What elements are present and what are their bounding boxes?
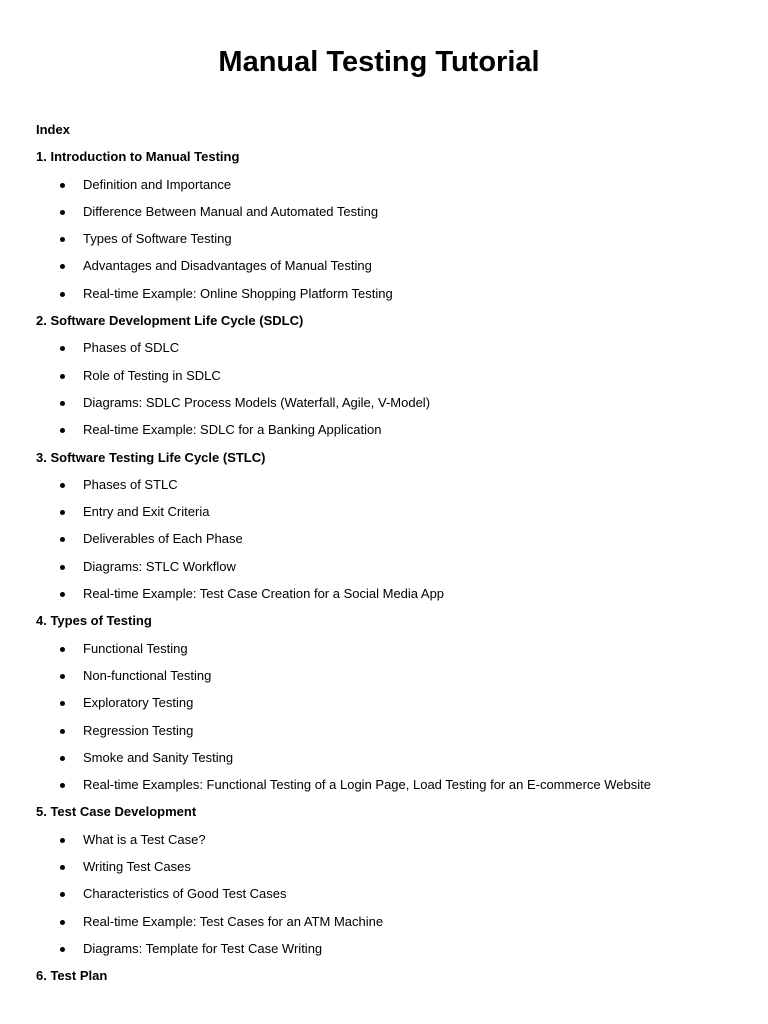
bullet-icon bbox=[60, 592, 65, 597]
bullet-text: Advantages and Disadvantages of Manual Testing bbox=[83, 258, 372, 274]
bullet-item bbox=[36, 884, 736, 911]
bullet-text: Diagrams: Template for Test Case Writing bbox=[83, 940, 323, 956]
bullet-item bbox=[36, 939, 736, 966]
bullet-text: Real-time Example: Test Case Creation for a Social Media App bbox=[83, 586, 445, 602]
bullet-item bbox=[36, 475, 736, 502]
bullet-text: Characteristics of Good Test Cases bbox=[83, 886, 287, 902]
section-heading: 3. Software Testing Life Cycle (STLC) bbox=[36, 449, 266, 465]
bullet-text: Non-functional Testing bbox=[83, 667, 212, 683]
toc-section bbox=[36, 311, 736, 447]
bullet-item bbox=[36, 557, 736, 584]
bullet-text: Diagrams: STLC Workflow bbox=[83, 558, 236, 574]
bullet-icon bbox=[60, 537, 65, 542]
bullet-text: Entry and Exit Criteria bbox=[83, 504, 210, 520]
toc-section bbox=[36, 611, 736, 802]
bullet-item bbox=[36, 857, 736, 884]
bullet-icon bbox=[60, 838, 65, 843]
bullet-text: Deliverables of Each Phase bbox=[83, 531, 243, 547]
bullet-item bbox=[36, 775, 736, 802]
bullet-icon bbox=[60, 865, 65, 870]
bullet-icon bbox=[60, 428, 65, 433]
bullet-text: Functional Testing bbox=[83, 640, 188, 656]
bullet-item bbox=[36, 202, 736, 229]
bullet-icon bbox=[60, 701, 65, 706]
bullet-item bbox=[36, 912, 736, 939]
bullet-item bbox=[36, 529, 736, 556]
toc-section bbox=[36, 448, 736, 612]
bullet-icon bbox=[60, 346, 65, 351]
bullet-icon bbox=[60, 920, 65, 925]
bullet-text: Real-time Example: Online Shopping Platform Testing bbox=[83, 285, 393, 301]
bullet-item bbox=[36, 420, 736, 447]
bullet-text: Phases of STLC bbox=[83, 476, 178, 492]
bullet-item bbox=[36, 502, 736, 529]
bullet-item bbox=[36, 721, 736, 748]
bullet-item bbox=[36, 284, 736, 311]
bullet-icon bbox=[60, 292, 65, 297]
section-heading: 1. Introduction to Manual Testing bbox=[36, 149, 240, 165]
bullet-icon bbox=[60, 647, 65, 652]
bullet-icon bbox=[60, 237, 65, 242]
bullet-item bbox=[36, 830, 736, 857]
bullet-list bbox=[36, 175, 736, 311]
bullet-text: Real-time Example: Test Cases for an ATM Machine bbox=[83, 913, 384, 929]
bullet-text: Difference Between Manual and Automated Testing bbox=[83, 203, 379, 219]
bullet-item bbox=[36, 693, 736, 720]
bullet-icon bbox=[60, 401, 65, 406]
bullet-icon bbox=[60, 183, 65, 188]
bullet-icon bbox=[60, 729, 65, 734]
bullet-item bbox=[36, 366, 736, 393]
bullet-text: Role of Testing in SDLC bbox=[83, 367, 221, 383]
bullet-text: Definition and Importance bbox=[83, 176, 232, 192]
bullet-icon bbox=[60, 783, 65, 788]
bullet-item bbox=[36, 639, 736, 666]
bullet-icon bbox=[60, 565, 65, 570]
bullet-text: Regression Testing bbox=[83, 722, 194, 738]
section-heading: 4. Types of Testing bbox=[36, 613, 152, 629]
bullet-list bbox=[36, 475, 736, 611]
bullet-text: Writing Test Cases bbox=[83, 859, 191, 875]
bullet-list bbox=[36, 639, 736, 803]
section-heading: 5. Test Case Development bbox=[36, 804, 197, 820]
bullet-icon bbox=[60, 510, 65, 515]
bullet-text: Exploratory Testing bbox=[83, 695, 194, 711]
toc-sections bbox=[36, 147, 736, 993]
bullet-item bbox=[36, 175, 736, 202]
bullet-item bbox=[36, 229, 736, 256]
bullet-icon bbox=[60, 756, 65, 761]
toc-section bbox=[36, 966, 736, 993]
bullet-icon bbox=[60, 674, 65, 679]
bullet-icon bbox=[60, 374, 65, 379]
toc-section bbox=[36, 802, 736, 966]
bullet-item bbox=[36, 666, 736, 693]
bullet-icon bbox=[60, 483, 65, 488]
bullet-item bbox=[36, 748, 736, 775]
document-title: Manual Testing Tutorial bbox=[218, 46, 540, 78]
section-heading: 2. Software Development Life Cycle (SDLC) bbox=[36, 313, 304, 329]
bullet-icon bbox=[60, 947, 65, 952]
bullet-text: Types of Software Testing bbox=[83, 231, 232, 247]
bullet-icon bbox=[60, 210, 65, 215]
bullet-text: Real-time Example: SDLC for a Banking Application bbox=[83, 422, 382, 438]
bullet-item bbox=[36, 584, 736, 611]
section-heading: 6. Test Plan bbox=[36, 968, 108, 984]
bullet-list bbox=[36, 830, 736, 966]
bullet-item bbox=[36, 338, 736, 365]
bullet-icon bbox=[60, 892, 65, 897]
bullet-text: Smoke and Sanity Testing bbox=[83, 749, 234, 765]
bullet-item bbox=[36, 256, 736, 283]
bullet-text: Diagrams: SDLC Process Models (Waterfall, Agile, V-Model) bbox=[83, 394, 431, 410]
bullet-text: Real-time Examples: Functional Testing of a Login Page, Load Testing for an E-commerce Website bbox=[83, 777, 651, 793]
index-label: Index bbox=[36, 122, 70, 137]
bullet-text: Phases of SDLC bbox=[83, 340, 180, 356]
table-of-contents bbox=[36, 120, 736, 994]
bullet-item bbox=[36, 393, 736, 420]
bullet-icon bbox=[60, 264, 65, 269]
bullet-list bbox=[36, 338, 736, 447]
bullet-text: What is a Test Case? bbox=[83, 831, 206, 847]
toc-section bbox=[36, 147, 736, 311]
